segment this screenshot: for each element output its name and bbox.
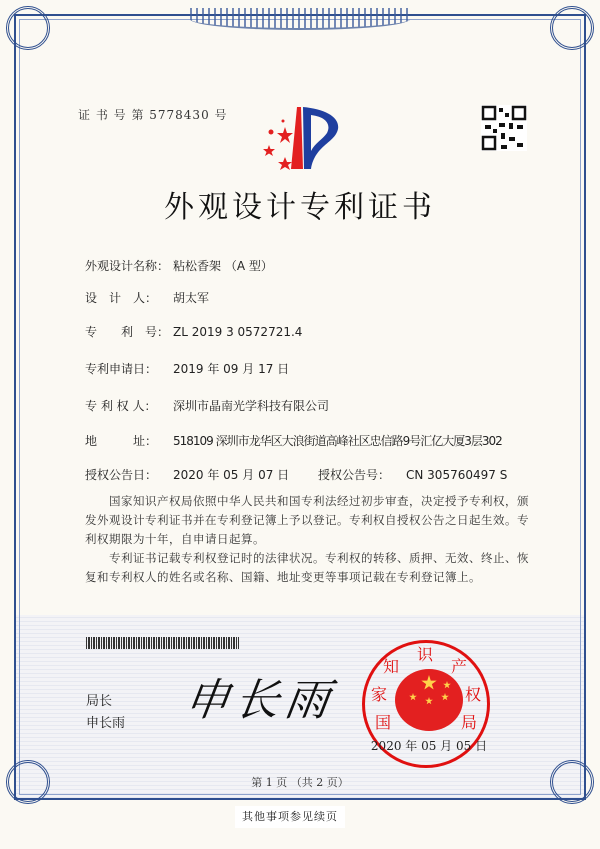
field-label: 外观设计名称： [85,259,170,273]
field-grant-date [85,466,289,483]
field-patentee [85,397,329,414]
field-value: 2019 年 09 月 17 日 [173,362,290,376]
field-label: 授权公告日： [85,468,158,482]
field-value: 深圳市晶南光学科技有限公司 [173,399,330,413]
field-label: 专利申请日： [85,362,158,376]
field-patent-number [85,323,302,340]
field-value: CN 305760497 S [406,468,508,482]
cnipa-logo [255,105,350,175]
continuation-note: 其他事项参见续页 [235,806,345,828]
field-value: 粘松香架 （A 型） [173,259,273,273]
signatory-name: 申长雨 [86,716,126,731]
field-value: 2020 年 05 月 07 日 [173,468,290,482]
paragraph-legal-status: 专利证书记载专利权登记时的法律状况。专利权的转移、质押、无效、终止、恢复和专利权人的姓名或名称、国籍、地址变更等事项记载在专利登记簿上。 [85,551,529,584]
body-text [85,492,537,587]
field-address [85,432,502,449]
handwritten-signature: 申长雨 [181,675,339,726]
field-value: 518109 深圳市龙华区大浪街道高峰社区忠信路9号汇亿大厦3层302 [173,434,502,448]
qr-code [481,105,527,151]
barcode [86,637,239,649]
field-announcement-number [318,466,507,483]
corner-ornament [550,6,594,50]
top-ornament [190,8,410,30]
official-seal: 国 家 知 识 产 权 局 2020 年 05 月 05 日 [362,640,490,768]
certificate-number: 证 书 号 第 5778430 号 [78,108,228,122]
field-value: ZL 2019 3 0572721.4 [173,325,303,339]
field-value: 胡太军 [173,291,210,305]
field-label: 专 利 权 人： [85,399,157,413]
seal-date: 2020 年 05 月 05 日 [370,739,488,753]
field-designer [85,289,209,306]
field-label: 专 利 号： [85,325,170,339]
field-design-name [85,257,273,274]
paragraph-grant: 国家知识产权局依照中华人民共和国专利法经过初步审查，决定授予专利权，颁发外观设计专利证书并在专利登记簿上予以登记。专利权自授权公告之日起生效。专利权期限为十年，自申请日起算。 [85,494,529,546]
signatory-title: 局长 [86,694,113,709]
field-label: 地 址： [85,434,158,448]
corner-ornament [6,6,50,50]
field-label: 设 计 人： [85,291,158,305]
national-emblem [395,669,463,731]
page-number: 第 1 页 （共 2 页） [251,776,349,789]
field-label: 授权公告号： [318,468,391,482]
field-application-date [85,360,289,377]
certificate-title: 外观设计专利证书 [164,190,436,225]
